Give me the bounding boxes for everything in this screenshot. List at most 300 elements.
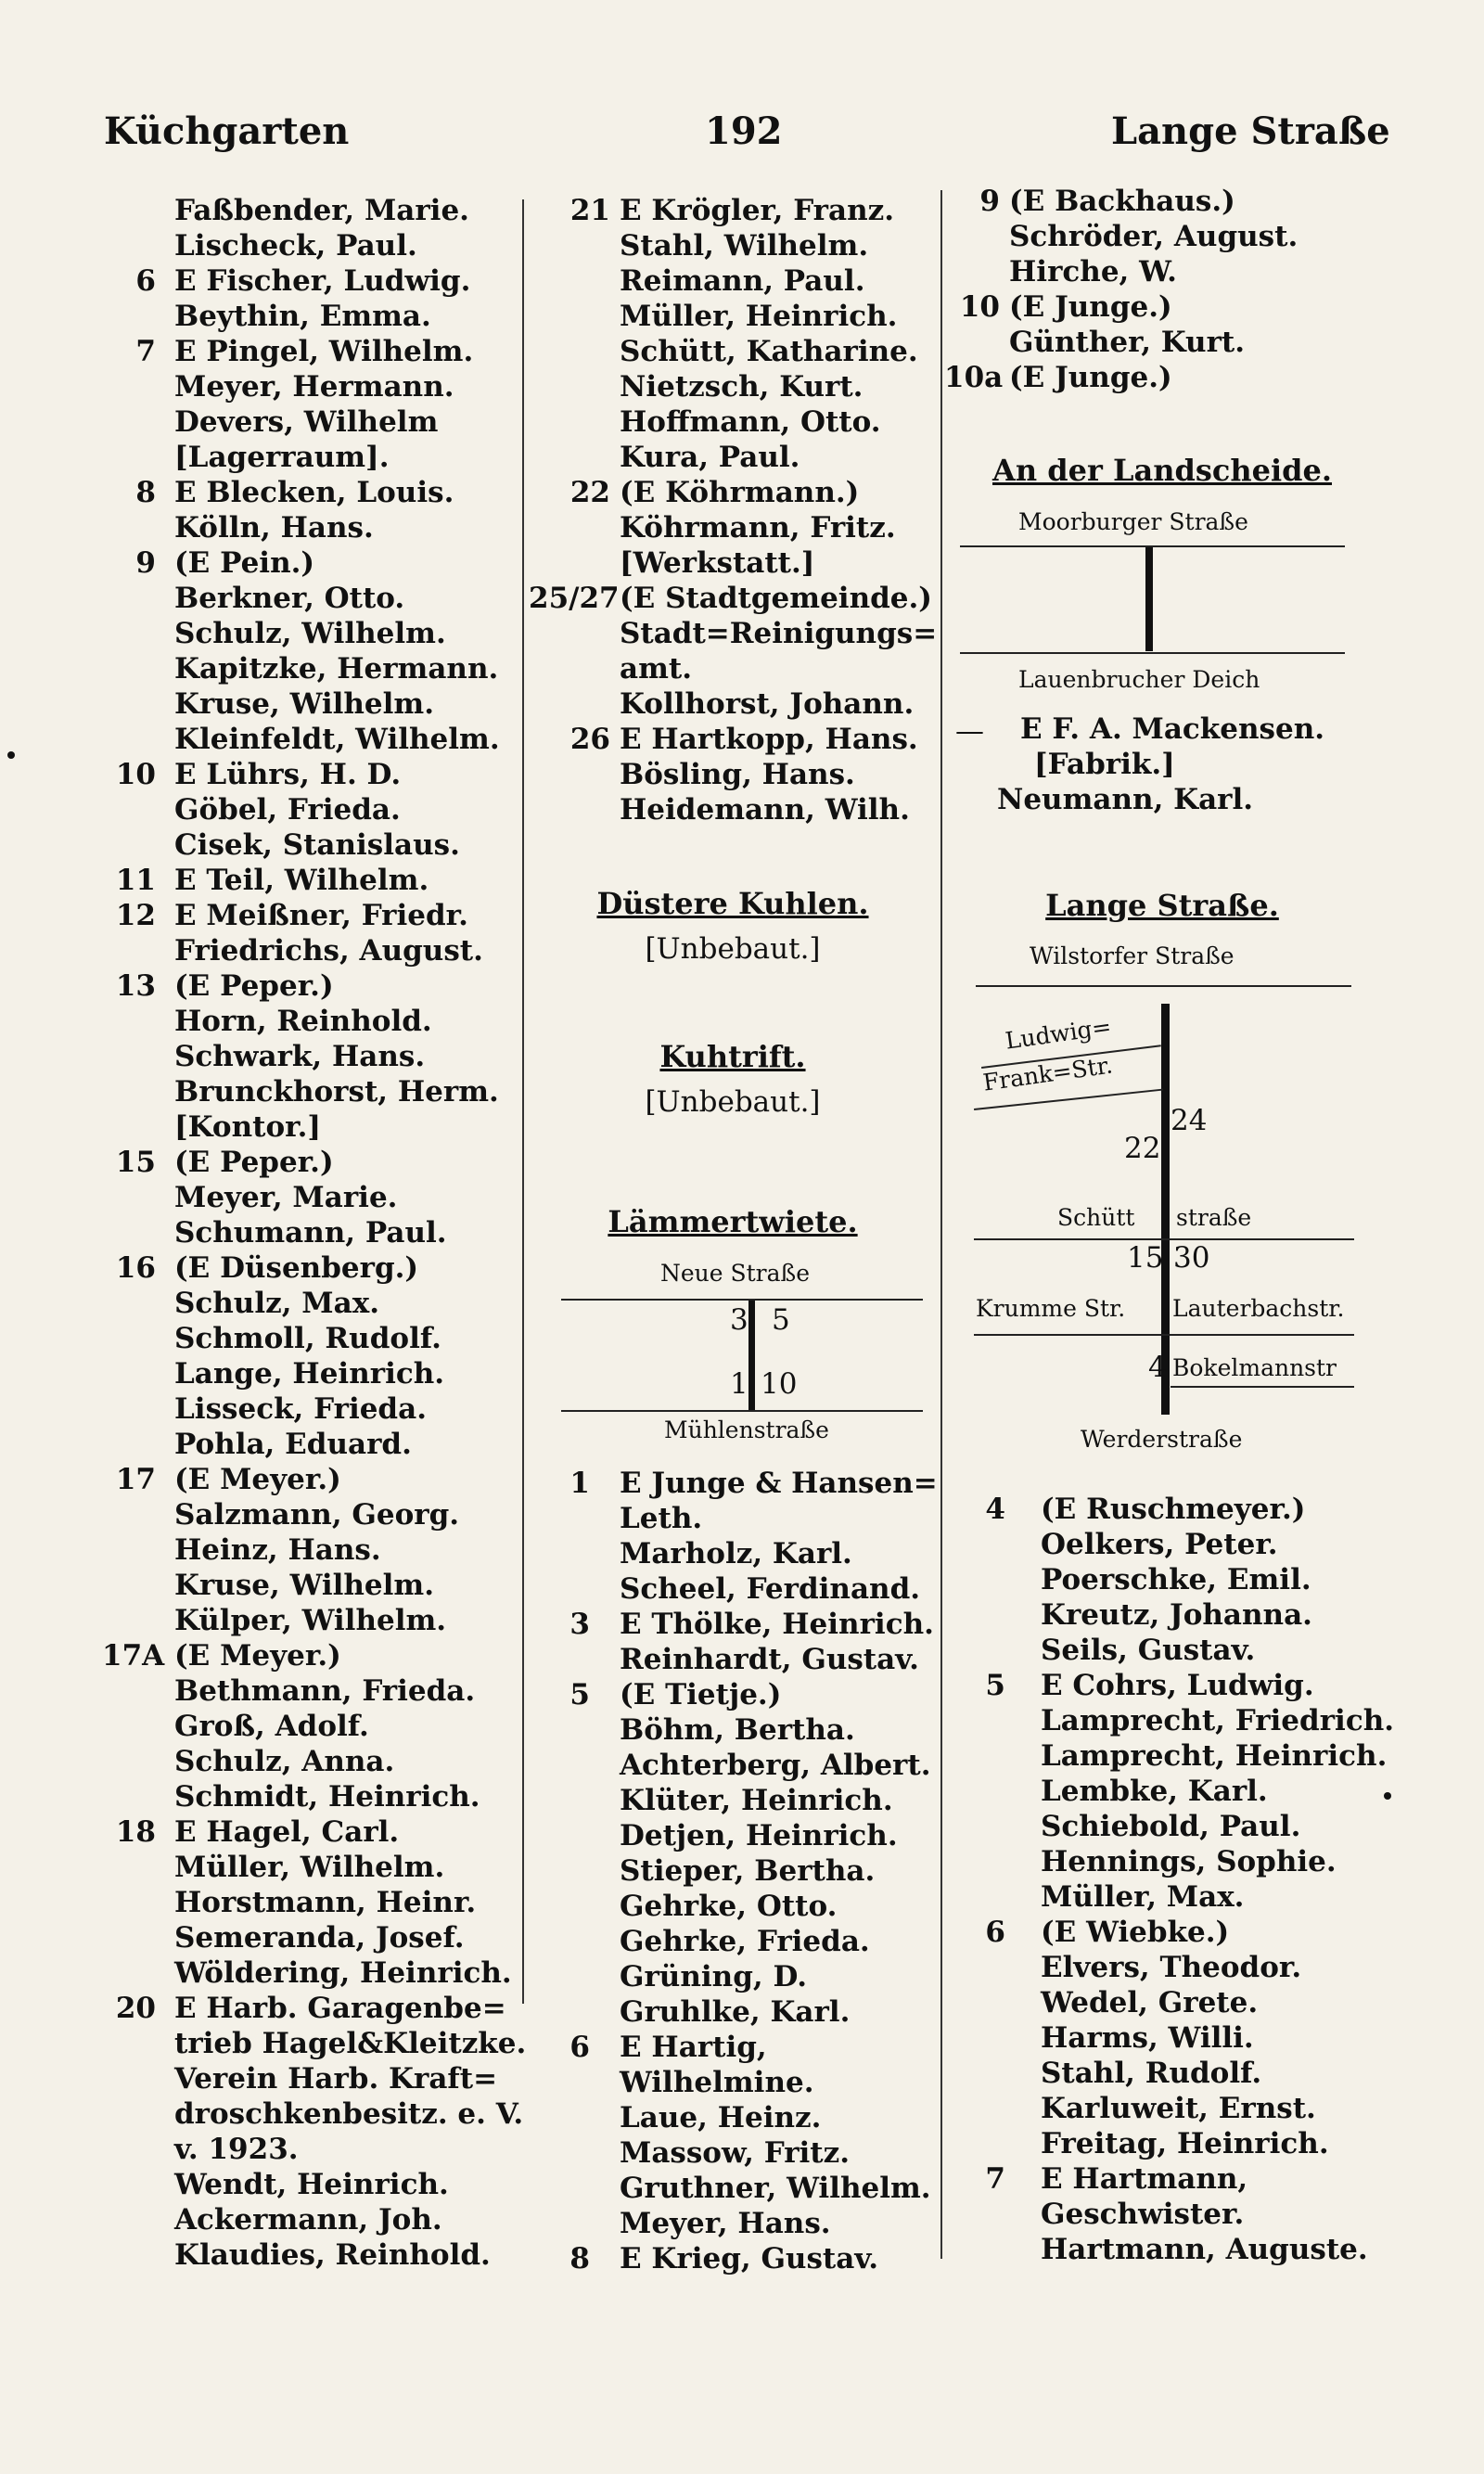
entry: Neumann, Karl. <box>997 783 1254 816</box>
resident-name: Brunckhorst, Herm. <box>174 1075 499 1109</box>
house-number: 17A <box>102 1639 165 1673</box>
list-item <box>102 1885 529 1920</box>
resident-name: Scheel, Ferdinand. <box>620 1572 921 1606</box>
list-item <box>102 1145 529 1180</box>
list-item <box>944 184 1380 219</box>
resident-name: Schulz, Max. <box>174 1287 379 1320</box>
resident-name: Stadt=Reinigungs= <box>620 617 938 650</box>
street-lauterbachstr: Lauterbachstr. <box>1172 1295 1345 1322</box>
resident-name: trieb Hagel&Kleitzke. <box>174 2027 527 2060</box>
resident-name: Gruhlke, Karl. <box>620 1995 851 2029</box>
margin-dot <box>1384 1792 1391 1800</box>
resident-name: Schwark, Hans. <box>174 1040 426 1073</box>
resident-name: Reinhardt, Gustav. <box>620 1643 919 1676</box>
resident-name: E Hartkopp, Hans. <box>620 723 918 756</box>
resident-name: amt. <box>620 652 692 686</box>
resident-name: Lamprecht, Heinrich. <box>1041 1739 1388 1773</box>
list-item <box>529 2171 937 2206</box>
resident-name: Stieper, Bertha. <box>620 1854 876 1888</box>
resident-name: Bösling, Hans. <box>620 758 855 791</box>
house-number: 15 <box>115 1146 156 1179</box>
house-number: 11 <box>115 864 156 897</box>
column-2-bottom <box>529 1466 937 2276</box>
resident-name: Heidemann, Wilh. <box>620 793 910 827</box>
resident-name: Günther, Kurt. <box>1009 326 1246 359</box>
resident-name: Gruthner, Wilhelm. <box>620 2172 931 2205</box>
list-item <box>102 1744 529 1779</box>
house-number: 10a <box>944 361 1004 394</box>
list-item <box>529 1677 937 1712</box>
street-line <box>974 1334 1354 1336</box>
section-an-der-landscheide <box>944 453 1380 488</box>
resident-name: Oelkers, Peter. <box>1041 1528 1278 1561</box>
list-item <box>944 1668 1380 1703</box>
resident-name: Hirche, W. <box>1009 255 1177 288</box>
house-number: 3 <box>569 1608 590 1641</box>
resident-name: Faßbender, Marie. <box>174 194 469 227</box>
list-item <box>529 1607 937 1642</box>
resident-name: Stahl, Wilhelm. <box>620 229 869 263</box>
list-item <box>529 1853 937 1889</box>
resident-name: Müller, Max. <box>1041 1880 1245 1914</box>
street-bar <box>748 1301 755 1410</box>
resident-name: Böhm, Bertha. <box>620 1713 855 1747</box>
house-number: 6 <box>135 264 156 298</box>
resident-name: E Pingel, Wilhelm. <box>174 335 474 368</box>
list-item <box>944 1738 1388 1774</box>
street-ludwig: Ludwig= <box>1004 1012 1113 1055</box>
section-title: Düstere Kuhlen. <box>596 886 869 921</box>
list-item <box>102 933 529 968</box>
list-item <box>102 2132 529 2167</box>
header-right: Lange Straße <box>1111 109 1390 153</box>
list-item <box>529 2065 937 2100</box>
list-item <box>102 1462 529 1497</box>
house-number: 17 <box>115 1463 156 1496</box>
list-item <box>102 1779 529 1814</box>
resident-name: (E Backhaus.) <box>1009 185 1235 218</box>
list-item <box>102 1709 529 1744</box>
list-item <box>529 1924 937 1959</box>
resident-name: E Meißner, Friedr. <box>174 899 468 932</box>
section-title: Lämmertwiete. <box>608 1204 858 1239</box>
resident-name: Bethmann, Frieda. <box>174 1674 476 1708</box>
resident-name: Devers, Wilhelm <box>174 405 439 439</box>
resident-name: [Werkstatt.] <box>620 546 815 580</box>
list-item <box>102 2061 529 2096</box>
resident-name: (E Junge.) <box>1009 361 1172 394</box>
resident-name: (E Tietje.) <box>620 1678 782 1711</box>
list-item <box>944 2091 1380 2126</box>
resident-name: [Kontor.] <box>174 1110 322 1144</box>
list-item <box>529 228 937 263</box>
column-1 <box>102 193 529 2273</box>
resident-name: Pohla, Eduard. <box>174 1428 412 1461</box>
resident-name: Horn, Reinhold. <box>174 1005 432 1038</box>
entry: E F. A. Mackensen. <box>1020 712 1325 746</box>
resident-name: (E Köhrmann.) <box>620 476 860 509</box>
street-lauenbrucher-deich: Lauenbrucher Deich <box>1018 666 1260 693</box>
list-item <box>944 2161 1380 2197</box>
list-item <box>944 1879 1380 1915</box>
house-number: 13 <box>115 969 156 1003</box>
section-kuhtrift <box>529 1039 937 1119</box>
list-item <box>529 299 937 334</box>
list-item <box>102 722 529 757</box>
resident-name: Lischeck, Paul. <box>174 229 417 263</box>
resident-name: Leth. <box>620 1502 703 1535</box>
list-item <box>102 2202 529 2237</box>
resident-name: Verein Harb. Kraft= <box>174 2062 498 2096</box>
list-item <box>102 898 529 933</box>
list-item <box>944 1633 1380 1668</box>
list-item <box>529 1501 937 1536</box>
resident-name: E Harb. Garagenbe= <box>174 1992 506 2025</box>
resident-name: (E Wiebke.) <box>1041 1916 1230 1949</box>
resident-name: Schiebold, Paul. <box>1041 1810 1301 1843</box>
house-number: 24 <box>1171 1104 1208 1137</box>
house-number: 3 <box>730 1303 748 1337</box>
house-number: 4 <box>985 1493 1005 1526</box>
list-item <box>944 254 1380 289</box>
resident-name: Schütt, Katharine. <box>620 335 918 368</box>
resident-name: Kreutz, Johanna. <box>1041 1598 1312 1632</box>
list-item <box>102 404 529 440</box>
list-item <box>102 475 529 510</box>
resident-name: Salzmann, Georg. <box>174 1498 460 1532</box>
resident-name: E Krieg, Gustav. <box>620 2242 879 2275</box>
list-item <box>102 2026 529 2061</box>
resident-name: E Junge & Hansen= <box>620 1467 938 1500</box>
resident-name: Meyer, Hans. <box>620 2207 831 2240</box>
resident-name: E Teil, Wilhelm. <box>174 864 429 897</box>
list-item <box>944 1774 1380 1809</box>
resident-name: Müller, Heinrich. <box>620 300 898 333</box>
list-item <box>529 440 937 475</box>
resident-name: E Krögler, Franz. <box>620 194 895 227</box>
resident-name: Friedrichs, August. <box>174 934 483 968</box>
house-number: 22 <box>569 476 610 509</box>
resident-name: (E Junge.) <box>1009 290 1172 324</box>
list-item <box>102 1109 529 1145</box>
resident-name: Meyer, Hermann. <box>174 370 454 404</box>
street-schuett: Schütt <box>1057 1204 1135 1231</box>
section-duestere-kuhlen <box>529 886 937 966</box>
section-note: [Unbebaut.] <box>645 1085 821 1119</box>
list-item <box>102 1497 529 1532</box>
resident-name: (E Pein.) <box>174 546 315 580</box>
list-item <box>102 863 529 898</box>
section-title: An der Landscheide. <box>992 453 1332 488</box>
section-laemmertwiete <box>529 1204 937 1239</box>
resident-name: Göbel, Frieda. <box>174 793 401 827</box>
house-number: 1 <box>569 1467 590 1500</box>
resident-name: Schulz, Anna. <box>174 1745 395 1778</box>
street-moorburger-strasse: Moorburger Straße <box>1018 508 1248 535</box>
resident-name: Kölln, Hans. <box>174 511 374 545</box>
resident-name: Külper, Wilhelm. <box>174 1604 447 1637</box>
house-number: 10 <box>115 758 156 791</box>
resident-name: Lamprecht, Friedrich. <box>1041 1704 1395 1737</box>
list-item <box>529 2135 937 2171</box>
list-item <box>102 369 529 404</box>
list-item <box>102 1427 529 1462</box>
list-item <box>944 2232 1380 2267</box>
list-item <box>102 299 529 334</box>
house-number: 1 <box>730 1367 748 1401</box>
list-item <box>102 1039 529 1074</box>
resident-name: E Hartmann, <box>1041 2162 1248 2196</box>
resident-name: Köhrmann, Fritz. <box>620 511 896 545</box>
resident-name: Seils, Gustav. <box>1041 1634 1256 1667</box>
resident-name: Schröder, August. <box>1009 220 1298 253</box>
list-item <box>944 2126 1380 2161</box>
resident-name: E Cohrs, Ludwig. <box>1041 1669 1314 1702</box>
list-item <box>102 1180 529 1215</box>
resident-name: Karluweit, Ernst. <box>1041 2092 1316 2125</box>
list-item <box>944 1492 1380 1527</box>
section-title: Lange Straße. <box>1045 888 1279 923</box>
list-item <box>944 2020 1380 2056</box>
list-item <box>102 1638 529 1673</box>
list-item <box>529 404 937 440</box>
list-item <box>102 757 529 792</box>
house-number: 9 <box>135 546 156 580</box>
resident-name: (E Meyer.) <box>174 1639 341 1673</box>
resident-name: Lisseck, Frieda. <box>174 1392 427 1426</box>
resident-name: E Lührs, H. D. <box>174 758 402 791</box>
house-number: 6 <box>569 2031 590 2064</box>
list-item <box>944 360 1380 395</box>
section-note: [Unbebaut.] <box>645 932 821 966</box>
list-item <box>944 1597 1380 1633</box>
list-item <box>944 289 1380 325</box>
list-item <box>102 686 529 722</box>
list-item <box>529 369 937 404</box>
list-item <box>944 1809 1380 1844</box>
list-item <box>102 1814 529 1850</box>
house-number: 20 <box>115 1992 156 2025</box>
resident-name: Hennings, Sophie. <box>1041 1845 1337 1878</box>
resident-name: Achterberg, Albert. <box>620 1749 931 1782</box>
house-number: 25/27 <box>529 582 620 615</box>
resident-name: Horstmann, Heinr. <box>174 1886 477 1919</box>
street-neue-strasse: Neue Straße <box>660 1260 811 1287</box>
street-bar <box>1145 547 1153 651</box>
list-item <box>529 1959 937 1994</box>
list-item <box>944 1527 1380 1562</box>
list-item <box>529 1889 937 1924</box>
resident-name: Berkner, Otto. <box>174 582 405 615</box>
list-item <box>102 1532 529 1568</box>
resident-name: Stahl, Rudolf. <box>1041 2057 1262 2090</box>
list-item <box>102 1850 529 1885</box>
list-item <box>944 1844 1380 1879</box>
resident-name: Massow, Fritz. <box>620 2136 851 2170</box>
resident-name: Lembke, Karl. <box>1041 1775 1268 1808</box>
list-item <box>102 2237 529 2273</box>
resident-name: E Blecken, Louis. <box>174 476 454 509</box>
resident-name: Laue, Heinz. <box>620 2101 822 2134</box>
resident-name: Kruse, Wilhelm. <box>174 1569 435 1602</box>
list-item <box>102 1004 529 1039</box>
list-item <box>102 1074 529 1109</box>
house-number: 4 <box>1148 1351 1167 1384</box>
resident-name: Ackermann, Joh. <box>174 2203 442 2237</box>
house-number: 16 <box>115 1251 156 1285</box>
resident-name: Harms, Willi. <box>1041 2021 1254 2055</box>
house-number: 7 <box>135 335 156 368</box>
resident-name: Schmidt, Heinrich. <box>174 1780 480 1814</box>
list-item <box>529 792 937 827</box>
list-item <box>102 1955 529 1991</box>
section-lange-strasse <box>944 888 1380 923</box>
list-item <box>529 510 937 545</box>
section-title: Kuhtrift. <box>659 1039 806 1074</box>
header-left: Küchgarten <box>104 109 350 153</box>
list-item <box>102 1568 529 1603</box>
street-muehlenstrasse: Mühlenstraße <box>664 1416 829 1443</box>
list-item <box>529 1994 937 2030</box>
resident-name: droschkenbesitz. e. V. <box>174 2097 524 2131</box>
list-item <box>102 1321 529 1356</box>
resident-name: Nietzsch, Kurt. <box>620 370 864 404</box>
resident-name: Marholz, Karl. <box>620 1537 852 1570</box>
list-item <box>529 475 937 510</box>
list-item <box>102 968 529 1004</box>
list-item <box>529 651 937 686</box>
list-item <box>944 2056 1380 2091</box>
resident-name: Wilhelmine. <box>620 2066 814 2099</box>
list-item <box>529 1783 937 1818</box>
list-item <box>529 1748 937 1783</box>
list-item <box>529 1571 937 1607</box>
list-item <box>102 1920 529 1955</box>
resident-name: Kapitzke, Hermann. <box>174 652 499 686</box>
resident-name: Poerschke, Emil. <box>1041 1563 1311 1596</box>
dash: — <box>955 714 984 748</box>
list-item <box>102 616 529 651</box>
resident-name: E Hartig, <box>620 2031 767 2064</box>
list-item <box>102 651 529 686</box>
street-werderstrasse: Werderstraße <box>1081 1426 1243 1453</box>
resident-name: Kleinfeldt, Wilhelm. <box>174 723 500 756</box>
resident-name: E Thölke, Heinrich. <box>620 1608 934 1641</box>
house-number: 21 <box>569 194 610 227</box>
resident-name: Heinz, Hans. <box>174 1533 381 1567</box>
list-item <box>102 1286 529 1321</box>
resident-name: Detjen, Heinrich. <box>620 1819 898 1852</box>
resident-name: (E Stadtgemeinde.) <box>620 582 932 615</box>
list-item <box>529 2100 937 2135</box>
resident-name: Kruse, Wilhelm. <box>174 687 435 721</box>
resident-name: [Lagerraum]. <box>174 441 390 474</box>
house-number: 18 <box>115 1815 156 1849</box>
house-number: 22 <box>1124 1132 1161 1165</box>
street-line <box>1171 1386 1354 1388</box>
house-number: 30 <box>1173 1241 1210 1275</box>
resident-name: Semeranda, Josef. <box>174 1921 465 1955</box>
resident-name: Klaudies, Reinhold. <box>174 2238 491 2272</box>
page-number: 192 <box>705 109 783 153</box>
list-item <box>102 334 529 369</box>
resident-name: Meyer, Marie. <box>174 1181 398 1214</box>
list-item <box>529 616 937 651</box>
list-item <box>529 581 937 616</box>
house-number: 6 <box>985 1916 1005 1949</box>
resident-name: Gehrke, Otto. <box>620 1890 838 1923</box>
column-3-bottom <box>944 1492 1395 2267</box>
resident-name: Klüter, Heinrich. <box>620 1784 893 1817</box>
resident-name: Schmoll, Rudolf. <box>174 1322 441 1355</box>
street-line <box>960 652 1345 654</box>
house-number: 5 <box>569 1678 590 1711</box>
house-number: 8 <box>135 476 156 509</box>
list-item <box>102 2096 529 2132</box>
list-item <box>944 2197 1380 2232</box>
list-item <box>944 325 1380 360</box>
list-item <box>529 757 937 792</box>
margin-dot <box>7 751 15 759</box>
list-item <box>529 1466 937 1501</box>
resident-name: Cisek, Stanislaus. <box>174 828 460 862</box>
list-item <box>102 1356 529 1391</box>
resident-name: Kollhorst, Johann. <box>620 687 915 721</box>
street-strasse: straße <box>1176 1204 1252 1231</box>
house-number: 15 <box>1127 1241 1164 1275</box>
house-number: 12 <box>115 899 156 932</box>
list-item <box>529 193 937 228</box>
street-bokelmannstr: Bokelmannstr <box>1172 1354 1337 1381</box>
list-item <box>529 1712 937 1748</box>
resident-name: Wöldering, Heinrich. <box>174 1956 512 1990</box>
list-item <box>944 1950 1380 1985</box>
list-item <box>529 1642 937 1677</box>
list-item <box>944 219 1380 254</box>
house-number: 8 <box>569 2242 590 2275</box>
house-number: 7 <box>985 2162 1005 2196</box>
resident-name: Elvers, Theodor. <box>1041 1951 1302 1984</box>
list-item <box>529 334 937 369</box>
list-item <box>102 263 529 299</box>
street-line <box>561 1299 923 1301</box>
resident-name: Geschwister. <box>1041 2198 1245 2231</box>
list-item <box>529 2206 937 2241</box>
list-item <box>944 1915 1380 1950</box>
list-item <box>102 440 529 475</box>
resident-name: Gehrke, Frieda. <box>620 1925 870 1958</box>
resident-name: Wedel, Grete. <box>1041 1986 1259 2019</box>
list-item <box>102 545 529 581</box>
list-item <box>102 193 529 228</box>
resident-name: Kura, Paul. <box>620 441 800 474</box>
list-item <box>102 1603 529 1638</box>
list-item <box>102 1673 529 1709</box>
house-number: 9 <box>979 185 1000 218</box>
list-item <box>944 1562 1380 1597</box>
list-item <box>529 545 937 581</box>
list-item <box>102 581 529 616</box>
list-item <box>944 1985 1380 2020</box>
street-wilstorfer-strasse: Wilstorfer Straße <box>1030 942 1235 969</box>
resident-name: Müller, Wilhelm. <box>174 1851 445 1884</box>
list-item <box>529 686 937 722</box>
house-number: 5 <box>772 1303 790 1337</box>
resident-name: Hartmann, Auguste. <box>1041 2233 1368 2266</box>
list-item <box>102 2167 529 2202</box>
street-krumme-str: Krumme Str. <box>976 1295 1126 1322</box>
street-line <box>976 985 1351 987</box>
